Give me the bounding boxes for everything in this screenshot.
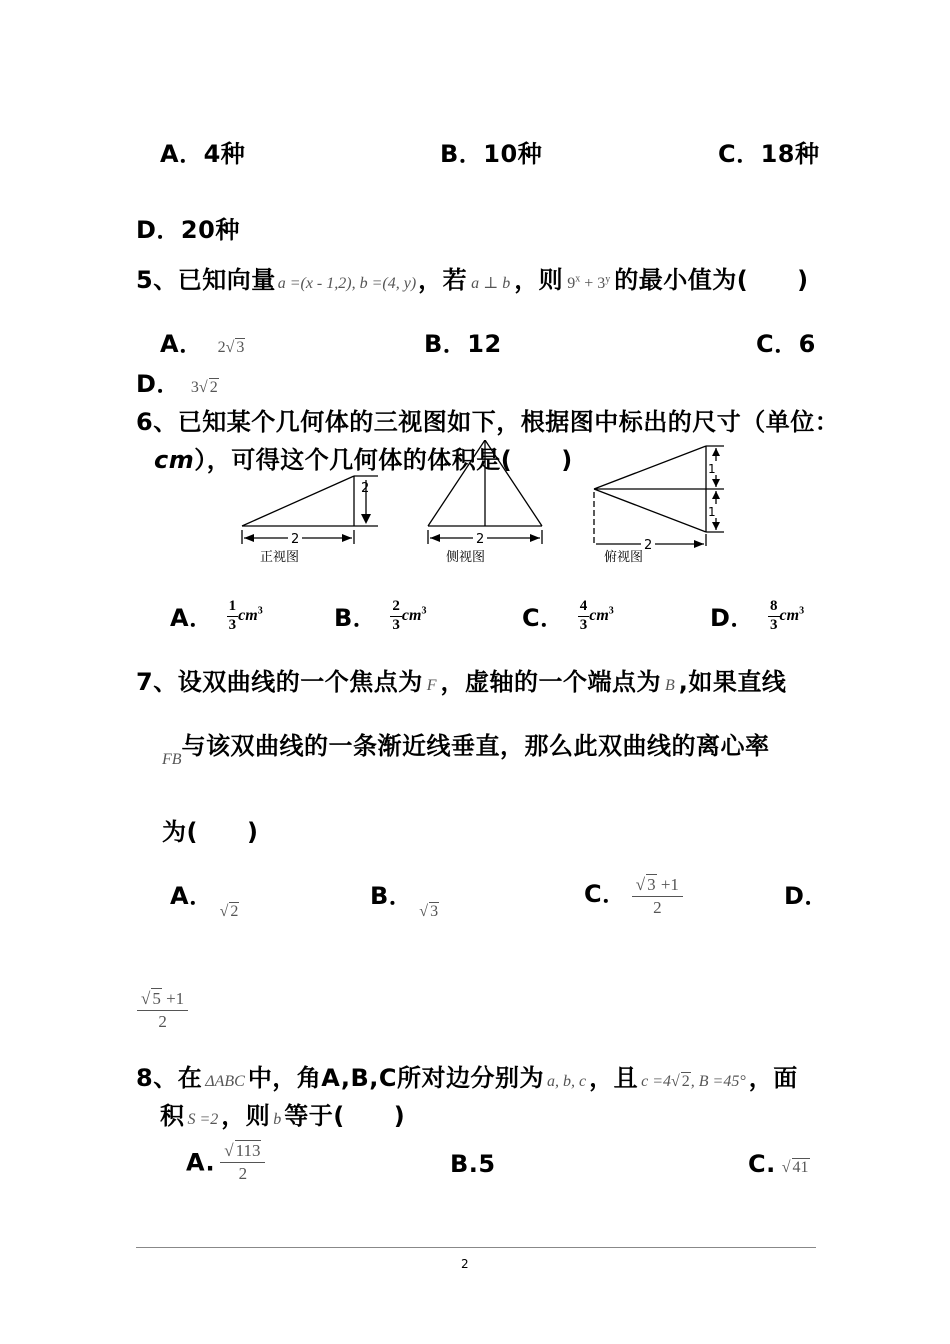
- q7-stem-line3: 为( ): [162, 818, 259, 846]
- q6-stem-line2: cm），可得这个几何体的体积是( ): [154, 446, 573, 474]
- q7-stem-line2: FB与该双曲线的一条渐近线垂直，那么此双曲线的离心率: [162, 732, 770, 768]
- q8-option-a: A. $\frac{√ 113}{2}$: [186, 1140, 265, 1185]
- q6-option-b: B． $\frac{2}{3}$ $cm^3$: [334, 598, 427, 633]
- side-width-label: 2: [476, 532, 485, 547]
- side-view: [428, 440, 542, 544]
- q8-option-c: C. √ 41: [748, 1150, 809, 1178]
- q5-option-d: D． 3√ 2: [136, 370, 218, 398]
- top-view: [594, 446, 724, 548]
- q7-option-c: C． $\frac{√ 3 +1}{2}$: [584, 874, 683, 919]
- q8-stem-line2: 积 S =2 ，则 b 等于( ): [160, 1102, 406, 1130]
- q7-option-d-label: D．: [784, 882, 829, 910]
- three-view-figure: [230, 440, 730, 570]
- q6-stem-line1: 6、已知某个几何体的三视图如下，根据图中标出的尺寸（单位：: [136, 408, 840, 436]
- front-width-label: 2: [291, 532, 300, 547]
- q5-stem: 5、已知向量 a =(x - 1,2), b =(4, y)，若 a ⊥ b ，则 $9^x + 3^y$ 的最小值为( ): [136, 266, 809, 294]
- q4-option-a: A．4种: [160, 140, 246, 168]
- q7-stem-line1: 7、设双曲线的一个焦点为 F ，虚轴的一个端点为 B ,如果直线: [136, 668, 787, 696]
- top-width-label: 2: [644, 538, 653, 553]
- footer-divider: [136, 1247, 816, 1248]
- q4-option-c: C．18种: [718, 140, 820, 168]
- q7-option-a: A．√ 2: [170, 882, 239, 920]
- q7-option-d-value: $\frac{√ 5 +1}{2}$: [137, 988, 188, 1033]
- q6-option-d: D． $\frac{8}{3}$ $cm^3$: [710, 598, 805, 633]
- top-view-caption: 俯视图: [604, 550, 644, 565]
- top-h2-label: 1: [708, 505, 716, 519]
- q6-option-c: C． $\frac{4}{3}$ $cm^3$: [522, 598, 614, 633]
- page-number: 2: [461, 1257, 469, 1271]
- side-view-caption: 侧视图: [446, 550, 486, 565]
- q4-option-d: D．20种: [136, 216, 240, 244]
- front-height-label: 2: [361, 481, 370, 496]
- q5-option-a: A． 2√ 3: [160, 330, 245, 358]
- q8-stem-line1: 8、在 ΔABC 中，角A,B,C所对边分别为 a, b, c ，且 c =4√ 2, B =45° ，面: [136, 1064, 798, 1092]
- q7-option-b: B．√ 3: [370, 882, 439, 920]
- q4-option-b: B．10种: [440, 140, 543, 168]
- q8-option-b: B.5: [450, 1150, 496, 1178]
- top-h1-label: 1: [708, 462, 716, 476]
- front-view-caption: 正视图: [260, 550, 300, 565]
- q6-option-a: A． $\frac{1}{3}$ $cm^3$: [170, 598, 263, 633]
- q5-option-b: B．12: [424, 330, 502, 358]
- front-view: [242, 476, 378, 544]
- q5-option-c: C．6: [756, 330, 816, 358]
